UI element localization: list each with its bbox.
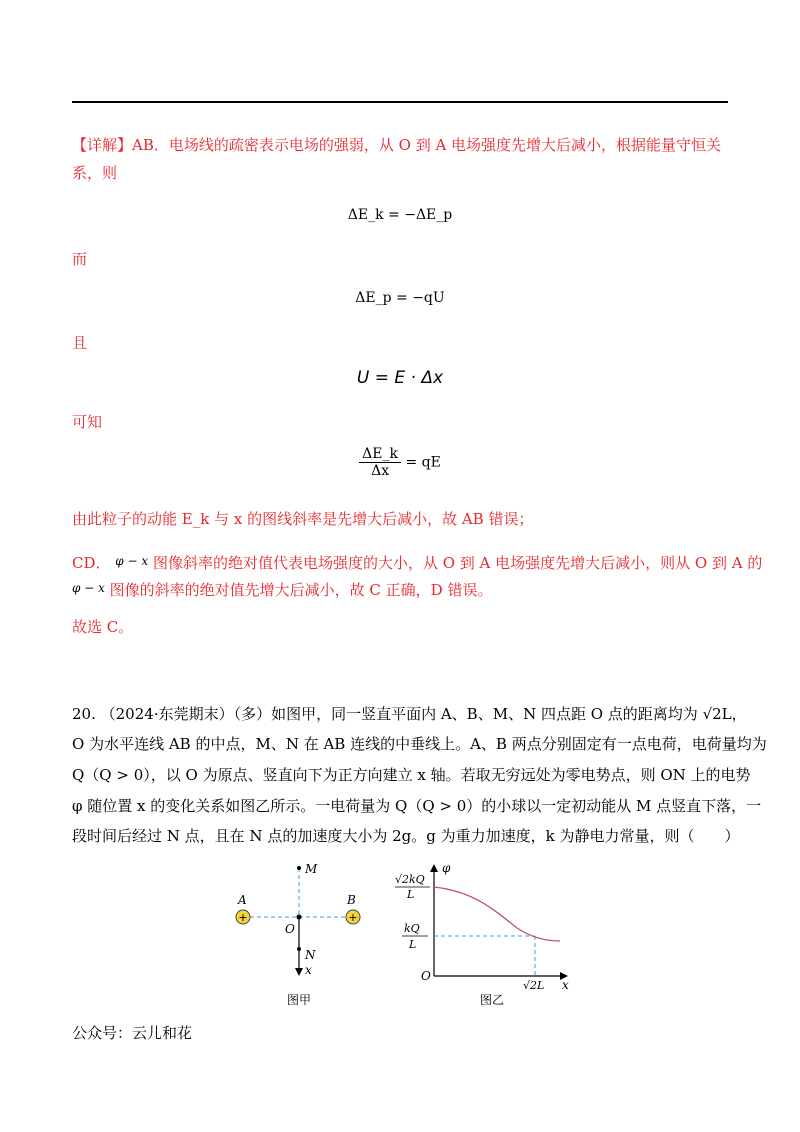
y-tick-mid-numerator: kQ: [404, 922, 420, 935]
conclusion-cd-1: [72, 547, 763, 577]
equation-1: [0, 207, 800, 223]
question-line-3: Q（Q > 0），以 O 为原点、竖直向下为正方向建立 x 轴。若取无穷远处为零电势点，则 ON 上的电势: [72, 766, 751, 784]
question-line-1-text: （2024·东莞期末）（多）如图甲，同一竖直平面内 A、B、M、N 四点距 O 点的距离均为 √2L，: [100, 705, 747, 723]
solution-line-2: 系，则: [72, 164, 118, 182]
figure-a-caption: 图甲: [286, 993, 312, 1007]
question-number: 20.: [72, 705, 96, 723]
header-rule: [72, 101, 728, 103]
cd-prefix: CD．: [72, 554, 111, 572]
equation-3: [0, 368, 800, 388]
equation-4-numerator: ΔE_k: [359, 446, 401, 463]
conclusion-ab: 由此粒子的动能 E_k 与 x 的图线斜率是先增大后减小，故 AB 错误；: [72, 510, 534, 528]
word-kezhi: 可知: [72, 413, 103, 431]
equation-1-text: ΔE_k = −ΔE_p: [347, 207, 453, 223]
label-a: A: [238, 893, 247, 907]
equation-4: [0, 446, 800, 479]
charge-a-sign: +: [238, 911, 248, 924]
x-tick-label: √2L: [523, 979, 545, 992]
x-axis-label-b: x: [562, 978, 569, 992]
label-x: x: [305, 963, 312, 977]
answer-line: 故选 C。: [72, 618, 134, 636]
equation-4-fraction: [359, 446, 401, 479]
conclusion-cd-2: [72, 574, 732, 604]
phi-x-symbol: φ − x: [115, 554, 149, 568]
y-tick-mid-denominator: L: [409, 938, 417, 951]
y-tick-top-denominator: L: [407, 888, 415, 901]
figure-b: [392, 858, 577, 1010]
point-n: [297, 947, 301, 951]
x-axis-arrow-icon: [295, 968, 303, 976]
equation-2-text: ΔE_p = −qU: [355, 290, 445, 306]
figure-a: [225, 858, 365, 1010]
label-o: O: [285, 922, 295, 936]
word-er: 而: [72, 250, 88, 268]
word-qie: 且: [72, 334, 88, 352]
solution-line-1: 【详解】AB．电场线的疏密表示电场的强弱，从 O 到 A 电场强度先增大后减小，根据能量守恒关: [72, 136, 722, 154]
charge-b-sign: +: [348, 911, 358, 924]
origin-label: O: [421, 969, 431, 983]
phi-curve: [434, 887, 560, 941]
point-m: [297, 866, 301, 870]
question-line-2: O 为水平连线 AB 的中点，M、N 在 AB 连线的中垂线上。A、B 两点分别固定有一点电荷，电荷量均为: [72, 735, 767, 753]
equation-2: [0, 290, 800, 306]
y-axis-arrow-icon: [430, 864, 438, 872]
label-m: M: [305, 862, 318, 876]
question-line-4: φ 随位置 x 的变化关系如图乙所示。一电荷量为 Q（Q > 0）的小球以一定初动能从 M 点竖直下落，一: [72, 797, 762, 815]
footer-watermark: 公众号：云儿和花: [72, 1024, 193, 1042]
label-n: N: [305, 948, 316, 962]
y-tick-top-numerator: √2kQ: [395, 873, 425, 886]
figure-b-caption: 图乙: [479, 993, 505, 1007]
point-o: [297, 915, 302, 920]
cd-line-2-text: 图像的斜率的绝对值先增大后减小，故 C 正确，D 错误。: [109, 581, 493, 599]
question-line-1: [72, 700, 747, 728]
equation-4-rhs: = qE: [405, 454, 441, 471]
equation-4-denominator: Δx: [371, 463, 390, 479]
label-b: B: [347, 893, 356, 907]
cd-line-1-text: 图像斜率的绝对值代表电场强度的大小，从 O 到 A 电场强度先增大后减小，则从 O 到 A 的: [152, 554, 763, 572]
phi-x-symbol-2: φ − x: [72, 581, 105, 595]
y-axis-label: φ: [442, 861, 451, 875]
question-line-5: 段时间后经过 N 点，且在 N 点的加速度大小为 2g。g 为重力加速度，k 为静电力常量，则（ ）: [72, 827, 740, 845]
equation-3-text: U = E · Δx: [356, 368, 444, 388]
